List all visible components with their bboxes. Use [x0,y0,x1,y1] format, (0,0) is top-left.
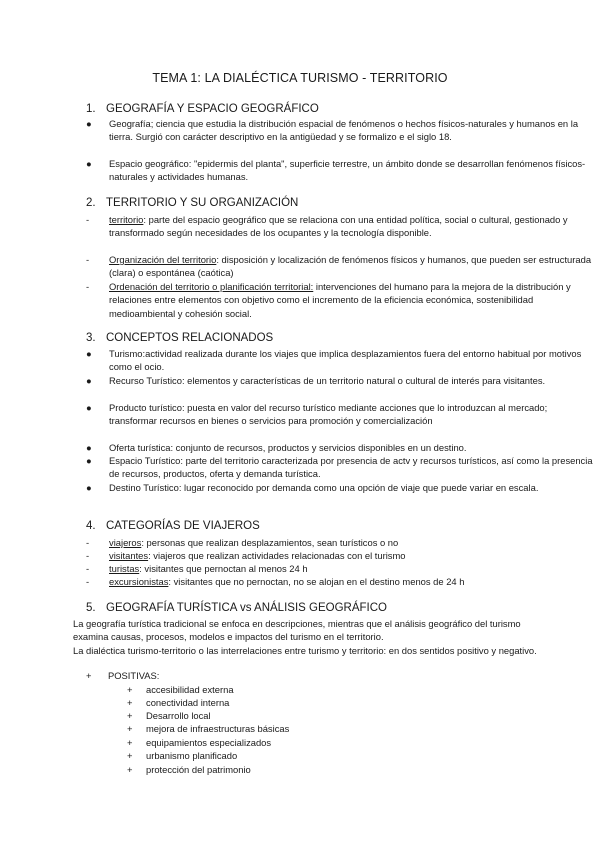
bullet-icon: ● [86,442,92,453]
dash-icon: - [86,537,90,548]
item-text [109,213,594,240]
bullet-icon: ● [86,482,92,493]
list-item [127,697,229,708]
section-title: CONCEPTOS RELACIONADOS [106,332,274,344]
section-2-heading [86,197,298,209]
term: visitantes [109,550,149,561]
section-1-heading [86,103,319,115]
item-text: Oferta turística: conjunto de recursos, productos y servicios disponibles en un destino. [109,442,467,453]
definition: : visitantes que no pernoctan, no se alojan en el destino menos de 24 h [168,576,465,587]
positivas-label [86,670,159,681]
definition: : viajeros que realizan actividades relacionadas con el turismo [148,550,406,561]
term: Ordenación del territorio o planificación territorial: [109,281,314,292]
plus-icon: + [86,670,92,681]
item-text: Producto turístico: puesta en valor del recurso turístico mediante acciones que lo introduzcan al mercado; transformar recursos en bienes o servicios para promoción y comercialización [109,402,548,427]
label-text: POSITIVAS: [108,670,160,681]
item-text: Geografía; ciencia que estudia la distribución espacial de fenómenos o hechos físicos-naturales y humanos en la tierra. Surgió con carácter descriptivo en la antigüedad y se formalizo e el siglo 18. [109,118,579,143]
item-text: Recurso Turístico: elementos y características de un territorio natural o cultural de interés para visitantes. [109,375,546,386]
list-item [127,750,237,761]
document-title: TEMA 1: LA DIALÉCTICA TURISMO - TERRITORIO [152,71,448,85]
item-text: accesibilidad externa [146,684,234,695]
bullet-icon: ● [86,118,92,129]
item-text [109,280,594,320]
section-number: 4. [86,520,96,532]
item-text: Turismo:actividad realizada durante los viajes que implica desplazamientos fuera del entorno habitual por motivos como el ocio. [109,348,582,373]
item-text: Espacio Turístico: parte del territorio caracterizada por presencia de actv y recursos turísticos, así como la presencia de recursos, productos, oferta y demanda turística. [109,455,593,480]
list-item [127,710,211,721]
item-text: equipamientos especializados [146,737,272,748]
bullet-icon: ● [86,348,92,359]
item-text [109,536,594,549]
item-text: protección del patrimonio [146,764,251,775]
list-item [127,737,271,748]
dash-icon: - [86,214,90,225]
section-title: TERRITORIO Y SU ORGANIZACIÓN [106,197,299,209]
section-title: GEOGRAFÍA TURÍSTICA vs ANÁLISIS GEOGRÁFICO [106,602,387,614]
section-4-heading [86,520,260,532]
plus-icon: + [127,764,133,775]
section-number: 3. [86,332,96,344]
paragraph: La geografía turística tradicional se enfoca en descripciones, mientras que el análisis geográfico del turismo examina causas, procesos, modelos e impactos del turismo en el territorio. [73,618,521,643]
bullet-icon: ● [86,402,92,413]
dash-icon: - [86,550,90,561]
item-text [109,549,594,562]
section-number: 1. [86,103,96,115]
list-item [127,723,289,734]
plus-icon: + [127,697,133,708]
item-text: Desarrollo local [146,710,211,721]
definition: : personas que realizan desplazamientos, sean turísticos o no [141,537,399,548]
paragraph: La dialéctica turismo-territorio o las interrelaciones entre turismo y territorio: en dos sentidos positivo y negativo. [73,645,537,656]
dash-icon: - [86,576,90,587]
section-title: GEOGRAFÍA Y ESPACIO GEOGRÁFICO [106,103,319,115]
section-5-heading [86,602,387,614]
term: territorio [109,214,144,225]
bullet-icon: ● [86,158,92,169]
item-text: Espacio geográfico: "epidermis del planta", superficie terrestre, un ámbito donde se desarrollan fenómenos físicos-naturales y actividades humanas. [109,158,586,183]
item-text [109,253,594,280]
item-text [109,575,594,588]
dash-icon: - [86,254,90,265]
item-text [109,562,594,575]
definition: intervenciones del humano para la mejora de la distribución y relaciones entre elementos con objetivo como el incremento de la eficiencia económica, sostenibilidad medioambiental y cohesión social. [109,281,571,319]
dash-icon: - [86,563,90,574]
term: viajeros [109,537,142,548]
item-text: Destino Turístico: lugar reconocido por demanda como una opción de viaje que puede variar en escala. [109,482,539,493]
item-text: urbanismo planificado [146,750,238,761]
term: excursionistas [109,576,169,587]
section-title: CATEGORÍAS DE VIAJEROS [106,520,260,532]
item-text: conectividad interna [146,697,230,708]
list-item [127,764,251,775]
definition: : parte del espacio geográfico que se relaciona con una entidad política, social o cultural, gestionado y transformado según necesidades de los ocupantes y la tecnología disponible. [109,214,568,239]
bullet-icon: ● [86,375,92,386]
section-number: 2. [86,197,96,209]
section-3-heading [86,332,273,344]
item-text: mejora de infraestructuras básicas [146,723,290,734]
bullet-icon: ● [86,455,92,466]
plus-icon: + [127,750,133,761]
term: Organización del territorio [109,254,217,265]
plus-icon: + [127,723,133,734]
definition: : visitantes que pernoctan al menos 24 h [139,563,308,574]
term: turistas [109,563,140,574]
section-number: 5. [86,602,96,614]
plus-icon: + [127,710,133,721]
definition: : disposición y localización de fenómenos físicos y humanos, que pueden ser estructurada (clara) o espontánea (caótica) [109,254,592,279]
list-item [127,684,234,695]
plus-icon: + [127,684,133,695]
dash-icon: - [86,281,90,292]
plus-icon: + [127,737,133,748]
